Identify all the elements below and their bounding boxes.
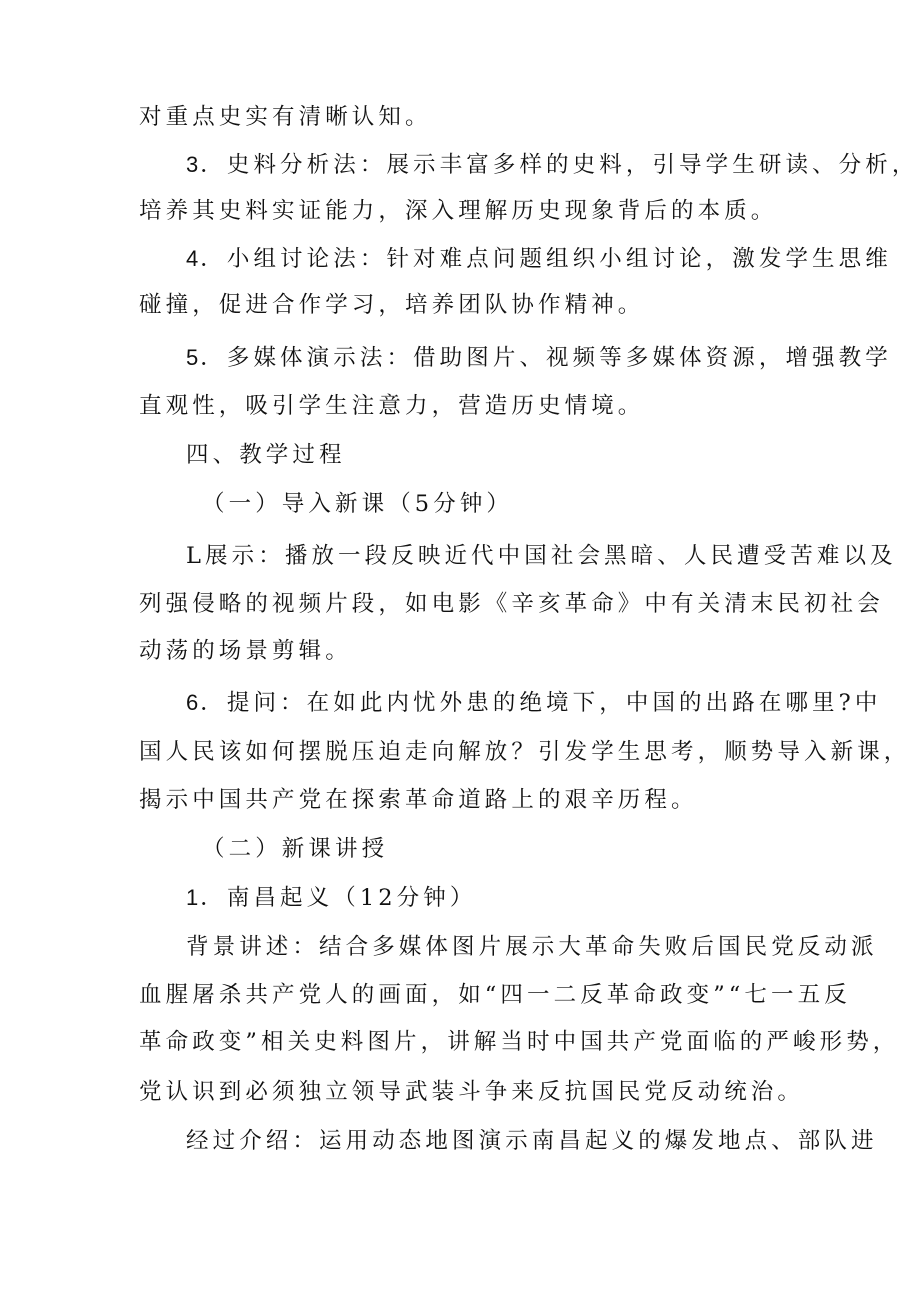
subsection-heading: （二）新课讲授 <box>202 836 389 862</box>
text-line: 5．多媒体演示法：借助图片、视频等多媒体资源，增强教学 <box>186 345 892 371</box>
text-line: L展示：播放一段反映近代中国社会黑暗、人民遭受苦难以及 <box>186 543 897 569</box>
text-line: 党认识到必须独立领导武装斗争来反抗国民党反动统治。 <box>139 1079 805 1105</box>
text-line: 碰撞，促进合作学习，培养团队协作精神。 <box>139 292 645 318</box>
text-line: 揭示中国共产党在探索革命道路上的艰辛历程。 <box>139 787 698 813</box>
subsection-heading: 1．南昌起义（12分钟） <box>186 885 477 911</box>
text-line: 培养其史料实证能力，深入理解历史现象背后的本质。 <box>139 198 778 224</box>
text-line: 国人民该如何摆脱压迫走向解放？引发学生思考，顺势导入新课， <box>139 739 911 765</box>
text-line: 背景讲述：结合多媒体图片展示大革命失败后国民党反动派 <box>186 934 878 960</box>
text-line: 血腥屠杀共产党人的画面，如“四一二反革命政变”“七一五反 <box>139 982 851 1008</box>
text-line: 革命政变”相关史料图片，讲解当时中国共产党面临的严峻形势， <box>139 1029 900 1055</box>
section-heading: 四、教学过程 <box>186 442 346 468</box>
text-line: 列强侵略的视频片段，如电影《辛亥革命》中有关清末民初社会 <box>139 591 884 617</box>
text-line: 动荡的场景剪辑。 <box>139 638 352 664</box>
subsection-heading: （一）导入新课（5分钟） <box>202 491 514 517</box>
text-line: 直观性，吸引学生注意力，营造历史情境。 <box>139 393 645 419</box>
text-line: 3．史料分析法：展示丰富多样的史料，引导学生研读、分析， <box>186 152 919 178</box>
text-line: 经过介绍：运用动态地图演示南昌起义的爆发地点、部队进 <box>186 1128 878 1154</box>
text-line: 6．提问：在如此内忧外患的绝境下，中国的出路在哪里?中 <box>186 690 882 716</box>
text-line: 对重点史实有清晰认知。 <box>139 104 432 130</box>
text-line: 4．小组讨论法：针对难点问题组织小组讨论，激发学生思维 <box>186 246 892 272</box>
